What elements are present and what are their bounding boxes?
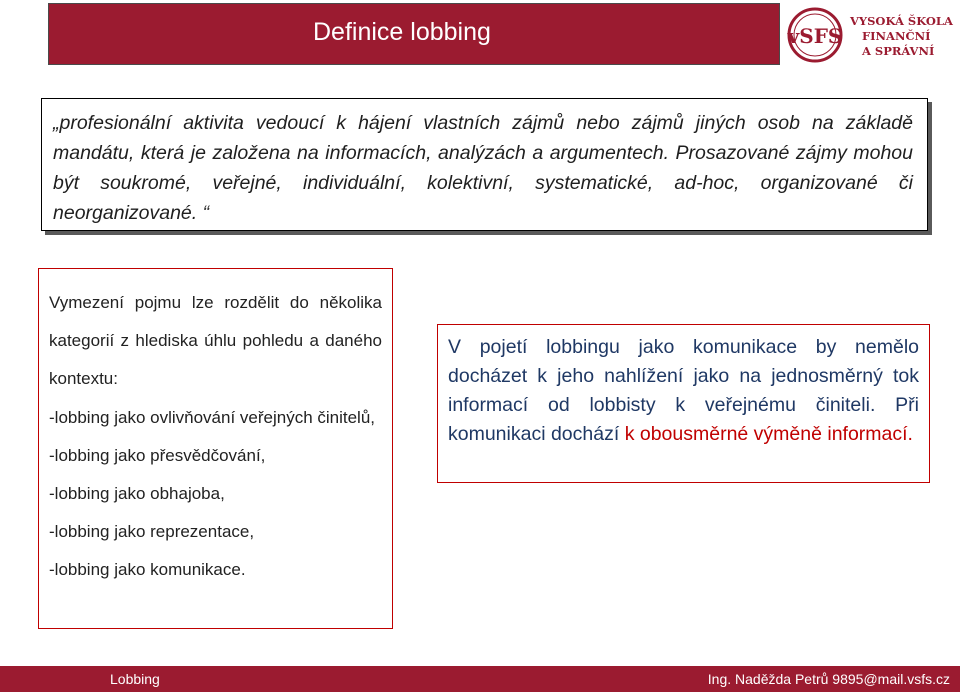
quote-closing: “ (202, 202, 210, 224)
communication-text (448, 333, 919, 449)
logo-text (850, 14, 956, 59)
definition-quote-box (41, 98, 928, 231)
logo-line-1: VYSOKÁ ŠKOLA (850, 14, 953, 28)
quote-text: „profesionální aktivita vedoucí k hájení vlastních zájmů nebo zájmů jiných osob na základě mandátu, která je založena na informacích, analýzách a argumentech. Prosazované zájmy mohou být soukromé, veřejné, individuální, kolektivní, systematické, ad-hoc, organizované či neorganizované. (53, 112, 913, 224)
communication-highlight: k obousměrné výměně informací. (624, 423, 913, 445)
definition-quote (53, 108, 913, 228)
logo (786, 6, 956, 64)
title-bar (48, 3, 780, 65)
category-item: -lobbing jako obhajoba, (49, 484, 225, 504)
page-title: Definice lobbing (313, 18, 491, 46)
category-item: -lobbing jako přesvědčování, (49, 445, 266, 465)
categories-box (38, 268, 393, 629)
footer-topic: Lobbing (110, 671, 160, 687)
communication-body: V pojetí lobbingu jako komunikace by nemělo docházet k jeho nahlížení jako na jednosměrný tok informací od lobbisty k veřejnému činiteli. Při komunikaci dochází (448, 336, 919, 445)
svg-text:vSFS: vSFS (787, 24, 843, 48)
footer-bar (0, 666, 960, 692)
logo-line-2: FINANČNÍ (862, 29, 931, 43)
category-item: -lobbing jako ovlivňování veřejných činitelů, (49, 407, 376, 427)
category-item: -lobbing jako komunikace. (49, 560, 246, 580)
footer-author: Ing. Naděžda Petrů 9895@mail.vsfs.cz (707, 671, 950, 687)
communication-box (437, 324, 930, 483)
logo-line-3: A SPRÁVNÍ (862, 44, 935, 58)
vsfs-logo-icon (786, 6, 846, 64)
category-item: -lobbing jako reprezentace, (49, 522, 255, 542)
categories-intro: Vymezení pojmu lze rozdělit do několika kategorií z hlediska úhlu pohledu a daného kontextu: (49, 293, 382, 389)
